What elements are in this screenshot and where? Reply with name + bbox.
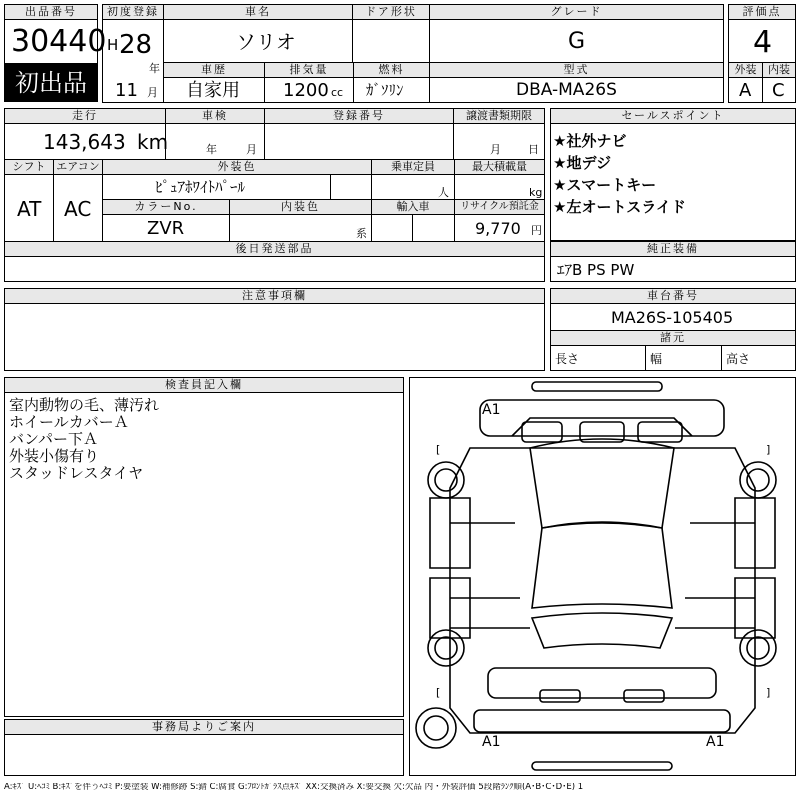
shift: AT [17,197,42,221]
model-header: 型式 [429,62,724,78]
car-name-header: 車名 [163,4,353,20]
grade: G [568,29,586,54]
inspector-notes-cell [4,392,404,717]
sales-point-item: ★左オートスライド [553,198,686,216]
later-parts-header: 後日発送部品 [4,241,545,257]
model-cell [429,77,724,103]
lot-number-cell [4,19,107,64]
inspection-header: 車検 [165,108,265,124]
exterior-grade-header: 外装 [728,62,763,78]
fuel: ｶﾞｿﾘﾝ [366,81,404,99]
office-notes-header: 事務局よりご案内 [4,719,404,735]
interior-color-cell [229,214,372,242]
inspector-notes-header: 検査員記入欄 [4,377,404,393]
sales-point-item: ★地デジ [553,154,612,172]
registration-era: H [107,36,119,54]
first-listing-badge: 初出品 [4,64,98,102]
capacity-header: 乗車定員 [371,159,455,175]
inspection-month-unit: 月 [246,143,257,156]
legend-text: A:ｷｽﾞ U:ﾍｺﾐ B:ｷｽﾞを伴うﾍｺﾐ P:要塗装 W:補修跡 S:錆 C:腐食 G:ﾌﾛﾝﾄｶﾞﾗｽ点ｷｽﾞ XX:交換済み X:要交換 欠:欠品 内・外装評価 5段階ﾗﾝｸ順(A･B･C･D･E) 1 [4,783,584,792]
sales-points-cell [550,123,796,241]
recycle-fee: 9,770 [475,219,521,238]
width-cell [645,345,722,371]
color-no: ZVR [147,218,185,239]
chassis-number: MA26S-105405 [611,308,734,327]
import-header: 輸入車 [371,199,455,215]
displacement: 1200 [283,80,329,101]
damage-mark-rear-right: A1 [706,734,725,750]
door-type-header: ドア形状 [352,4,430,20]
registration-year: 28 [119,30,153,60]
exterior-color-header: 外装色 [102,159,372,175]
car-outline-diagram [410,378,795,775]
exterior-color-cell [102,174,331,200]
month-unit: 月 [147,86,158,99]
equipment-cell [550,256,796,282]
sales-point-item: ★スマートキー [553,176,657,194]
aircon: AC [64,197,92,221]
grade-cell [429,19,724,63]
cautions-cell [4,303,545,371]
score-cell [728,19,796,63]
height-cell [721,345,796,371]
max-load-cell [454,174,545,200]
score-header: 評価点 [728,4,796,20]
max-load-unit: kg [529,186,543,199]
fuel-cell [353,77,430,103]
fuel-header: 燃料 [353,62,430,78]
svg-text:[: [ [436,686,441,699]
damage-mark-front: A1 [482,402,501,418]
inspection-cell [165,123,265,160]
sales-points-header: セールスポイント [550,108,796,124]
inspector-note-line: スタッドレスタイヤ [9,464,144,482]
displacement-cell [264,77,354,103]
recycle-header: リサイクル預託金 [454,199,545,215]
interior-grade-cell [762,77,796,103]
mileage: 143,643 [43,130,126,154]
import-cell-right [412,214,455,242]
displacement-header: 排気量 [264,62,354,78]
lot-number: 30440 [11,24,107,59]
equipment-header: 純正装備 [550,241,796,257]
car-name-cell [163,19,353,63]
inspector-note-line: ホイールカバーＡ [9,413,129,431]
model-code: DBA-MA26S [516,80,617,100]
chassis-header: 車台番号 [550,288,796,304]
recycle-unit: 円 [531,224,542,237]
transfer-day-unit: 日 [528,143,539,156]
registration-month: 11 [115,80,138,101]
later-parts-cell [4,256,545,282]
office-notes-cell [4,734,404,776]
capacity-unit: 人 [438,186,449,199]
exterior-color: ﾋﾟｭｱﾎﾜｲﾄﾊﾟｰﾙ [155,178,246,196]
damage-mark-rear-left: A1 [482,734,501,750]
dimensions-header: 諸元 [550,330,796,346]
aircon-header: エアコン [53,159,103,175]
car-diagram [409,377,796,776]
interior-grade: C [772,80,785,101]
grade-header: グレード [429,4,724,20]
lot-number-header: 出品番号 [4,4,98,20]
shift-cell [4,174,54,242]
shift-header: シフト [4,159,54,175]
door-type-cell [352,19,430,63]
svg-text:[: [ [436,443,441,456]
mileage-unit: km [137,130,169,154]
inspector-note-line: 室内動物の毛、薄汚れ [9,396,160,414]
length-label: 長さ [555,352,580,366]
length-cell [550,345,646,371]
score: 4 [753,25,773,60]
history: 自家用 [186,80,240,101]
height-label: 高さ [726,352,751,366]
year-unit: 年 [149,62,160,75]
registration-header: 初度登録 [102,4,164,20]
mileage-header: 走行 [4,108,166,124]
registration-cell [102,19,164,103]
sales-point-item: ★社外ナビ [553,132,627,150]
plate-cell [264,123,454,160]
history-header: 車歴 [163,62,265,78]
transfer-deadline-header: 譲渡書類期限 [453,108,545,124]
inspection-year-unit: 年 [206,143,217,156]
transfer-month-unit: 月 [490,143,501,156]
car-name: ソリオ [236,30,296,54]
color-no-header: カラーNo. [102,199,230,215]
interior-color-header: 内装色 [229,199,372,215]
history-cell [163,77,265,103]
exterior-grade-cell [728,77,763,103]
exterior-color-extra-cell [330,174,372,200]
interior-color-unit: 系 [356,227,367,240]
chassis-cell [550,303,796,331]
interior-grade-header: 内装 [762,62,796,78]
max-load-header: 最大積載量 [454,159,545,175]
cautions-header: 注意事項欄 [4,288,545,304]
svg-text:]: ] [766,686,771,699]
width-label: 幅 [650,352,663,366]
color-no-cell [102,214,230,242]
mileage-cell [4,123,169,160]
transfer-deadline-cell [453,123,545,160]
capacity-cell [371,174,455,200]
inspector-note-line: 外装小傷有り [9,447,100,465]
import-cell-left [371,214,413,242]
inspector-note-line: バンパー下Ａ [9,430,98,448]
svg-text:]: ] [766,443,771,456]
plate-header: 登録番号 [264,108,454,124]
displacement-unit: cc [331,86,344,99]
exterior-grade: A [739,80,752,101]
equipment: ｴｱB PS PW [557,261,635,279]
aircon-cell [53,174,103,242]
recycle-cell [454,214,545,242]
